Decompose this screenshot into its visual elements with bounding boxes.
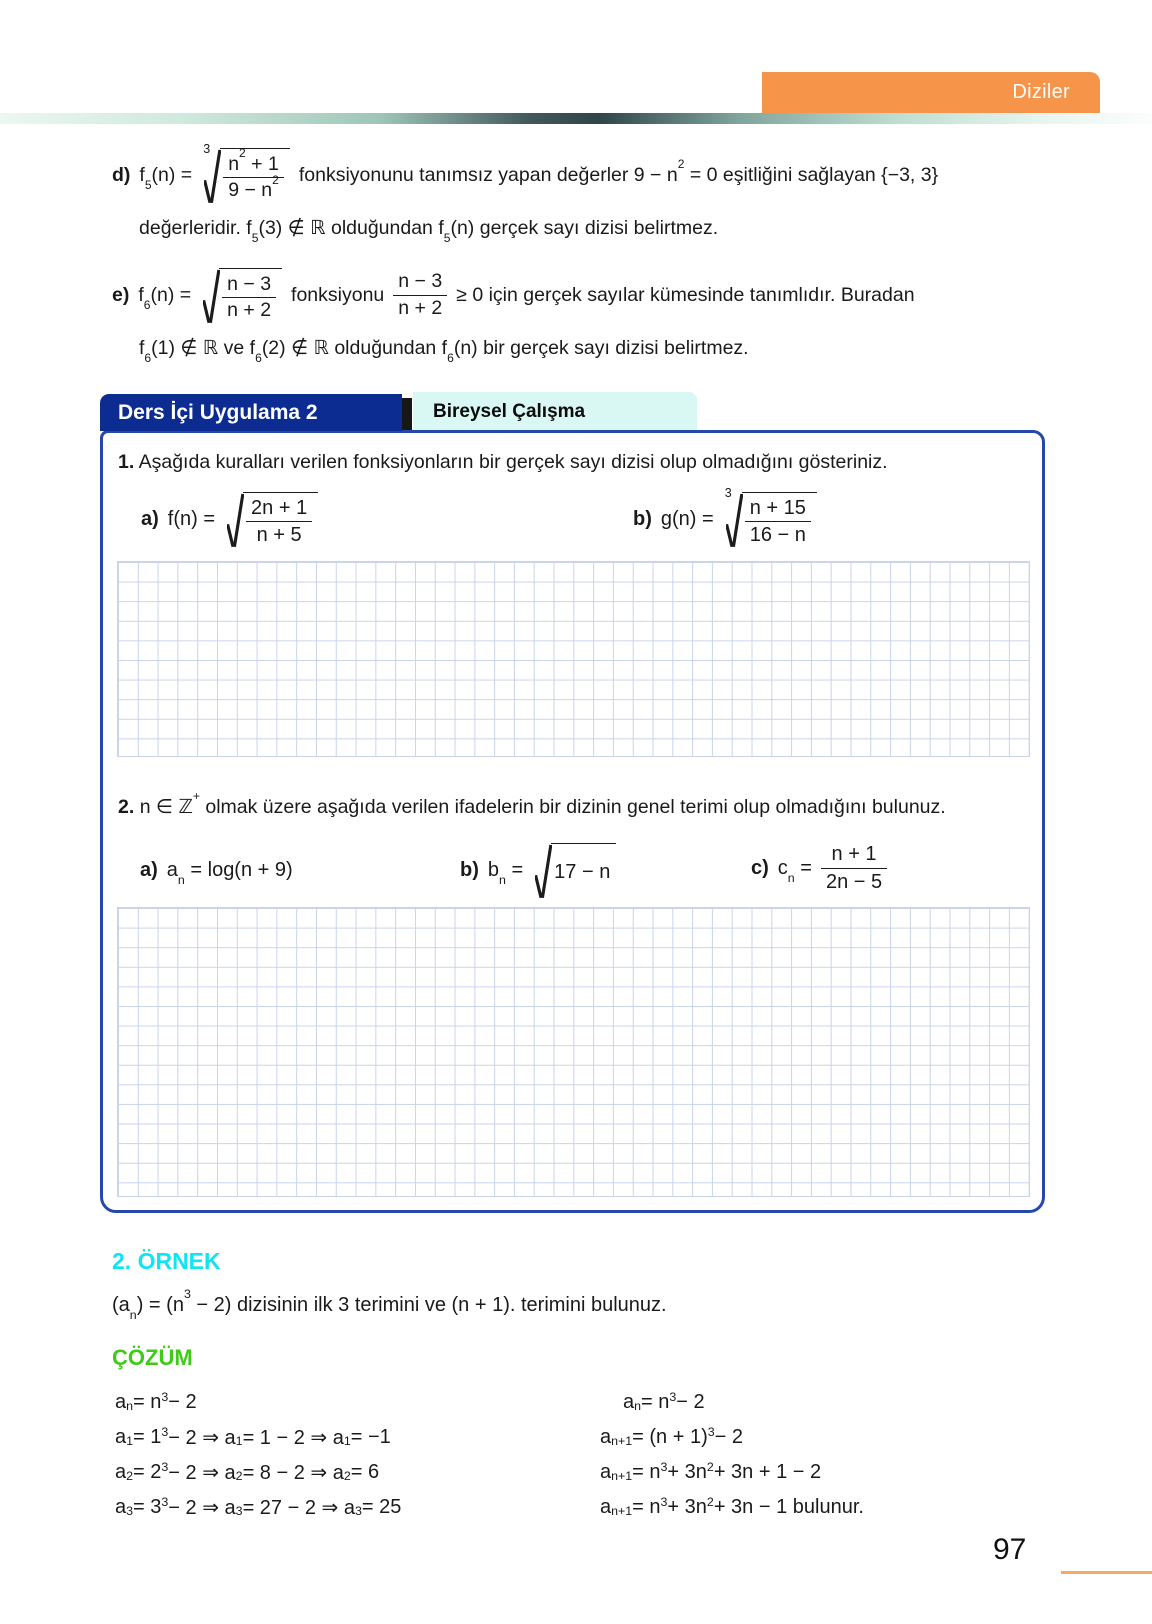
formula-2b-label: b) (460, 858, 479, 881)
item-e-label: e) (112, 283, 130, 306)
fraction-denominator: n + 5 (246, 521, 312, 546)
fraction-numerator: n − 3 (398, 270, 443, 292)
formula-2a (140, 841, 293, 899)
radical-sign (726, 492, 743, 549)
fraction-denominator: 16 − n (745, 521, 811, 546)
radicand: 17 − n (551, 843, 616, 900)
solution-line: a $_n$ = n $^3$ − 2 (115, 1390, 197, 1413)
formula-2b (460, 841, 616, 899)
solution-line: a $_n$ = n $^3$ − 2 (623, 1390, 705, 1413)
fraction-denominator: n + 2 (393, 295, 447, 320)
square-root-radical (203, 266, 282, 325)
formula-2c-label: c) (751, 856, 769, 879)
solution-line: a $_1$ = 1 $^3$ − 2 ⇒ a $_1$ = 1 − 2 ⇒ a $_1$ = −1 (115, 1425, 391, 1449)
fraction-denominator: n + 2 (222, 297, 276, 322)
individual-work-label: Bireysel Çalışma (433, 400, 586, 422)
page-number: 97 (993, 1533, 1027, 1566)
cube-root-radical (203, 142, 290, 205)
item-d-label: d) (112, 163, 131, 186)
formula-1b-label: b) (633, 507, 652, 530)
formula-2c (751, 837, 887, 899)
solution-right-column (600, 1385, 864, 1525)
item-e-text: ≥ 0 için gerçek sayılar kümesinde tanımlıdır. Buradan (456, 283, 915, 306)
individual-work-tab (413, 392, 697, 431)
solution-line: a $_{n+1}$ = n $^3$ + 3n $^2$ + 3n + 1 − 2 (600, 1460, 822, 1483)
formula-2a-body: $a_n = \log(n + 9)$ (166, 858, 293, 887)
solution-line: a $_3$ = 3 $^3$ − 2 ⇒ a $_3$ = 27 − 2 ⇒ a $_3$ = 25 (115, 1495, 402, 1519)
practice-title-tab (100, 394, 402, 431)
square-root-radical (535, 841, 616, 900)
radical-sign (227, 492, 244, 549)
fraction (821, 843, 887, 893)
header-divider (0, 113, 1152, 124)
fraction-denominator: $9 - n^2$ (223, 177, 284, 202)
solution-left-column (115, 1385, 401, 1525)
cube-root-radical (724, 485, 817, 549)
fraction-numerator: n − 3 (227, 272, 272, 295)
solution-line: a $_{n+1}$ = (n + 1) $^3$ − 2 (600, 1425, 744, 1448)
formula-2a-label: a) (140, 858, 158, 881)
fraction (222, 274, 276, 323)
item-e-lhs: $f_6(n)$ = (138, 283, 192, 313)
root-index: 3 (724, 485, 732, 500)
fraction (223, 145, 284, 203)
chapter-tab (762, 72, 1100, 113)
item-d-text-2: değerleridir. $f_5(3)$ ∉ ℝ olduğundan $f_5(n)$ gerçek sayı dizisi belirtmez. (139, 216, 719, 245)
solution-heading: ÇÖZÜM (112, 1345, 193, 1370)
practice-title-label: Ders İçi Uygulama 2 (118, 400, 318, 424)
question-2-text (118, 789, 946, 819)
formula-1b-lhs: g(n) = (660, 507, 714, 530)
formula-1a-lhs: f(n) = (167, 507, 216, 530)
radical-sign (535, 843, 552, 900)
fraction-numerator: $n^2 + 1$ (228, 145, 279, 175)
fraction (246, 497, 312, 547)
radical-sign (203, 268, 220, 325)
formula-1b (633, 485, 817, 549)
solution-line: a $_2$ = 2 $^3$ − 2 ⇒ a $_2$ = 8 − 2 ⇒ a $_2$ = 6 (115, 1460, 380, 1484)
item-d-lhs: $f_5(n)$ = (139, 163, 193, 193)
chapter-tab-label: Diziler (1012, 81, 1070, 103)
fraction-numerator: 2n + 1 (251, 496, 308, 519)
answer-grid-2 (117, 907, 1030, 1197)
solution-item-d (112, 142, 1042, 245)
question-1-number: 1. (118, 451, 135, 473)
fraction-numerator: n + 1 (831, 843, 877, 866)
example-2-statement: $(a_n) = (n^3 - 2)$ dizisinin ilk 3 terimini ve (n + 1). terimini bulunuz. (112, 1287, 667, 1323)
fraction (745, 497, 811, 547)
formula-2c-lhs: $c_n$ = (777, 856, 812, 885)
question-1-body: Aşağıda kuralları verilen fonksiyonların bir gerçek sayı dizisi olup olmadığını gösteriniz. (138, 451, 888, 473)
question-1-text (118, 451, 888, 474)
example-2-heading: 2. ÖRNEK (112, 1248, 221, 1274)
practice-box (100, 430, 1045, 1213)
answer-grid-1 (117, 561, 1030, 757)
item-e-text-2: $f_6(1)$ ∉ ℝ ve $f_6(2)$ ∉ ℝ olduğundan $f_6(n)$ bir gerçek sayı dizisi belirtmez. (139, 336, 749, 365)
question-2-number: 2. (118, 796, 135, 818)
fraction (393, 271, 447, 320)
radical-sign (204, 148, 221, 205)
practice-tab-shadow (402, 398, 412, 431)
formula-1a (141, 489, 318, 549)
item-d-text: fonksiyonunu tanımsız yapan değerler $9 - n^2 = 0$ eşitliğini sağlayan {−3, 3} (298, 157, 939, 186)
footer-accent-line (1061, 1571, 1152, 1574)
root-index: 3 (203, 142, 211, 156)
fraction-numerator: n + 15 (749, 496, 806, 519)
solution-line: a $_{n+1}$ = n $^3$ + 3n $^2$ + 3n − 1 bulunur. (600, 1495, 864, 1518)
item-e-mid-text: fonksiyonu (291, 283, 385, 306)
question-2-body: n ∈ ℤ+ olmak üzere aşağıda verilen ifadelerin bir dizinin genel terimi olup olmadığını bulunuz. (139, 789, 946, 818)
square-root-radical (227, 490, 318, 549)
solution-item-e (112, 266, 1042, 365)
fraction-denominator: 2n − 5 (821, 868, 887, 893)
formula-1a-label: a) (141, 507, 159, 530)
formula-2b-lhs: $b_n$ = (487, 858, 524, 887)
